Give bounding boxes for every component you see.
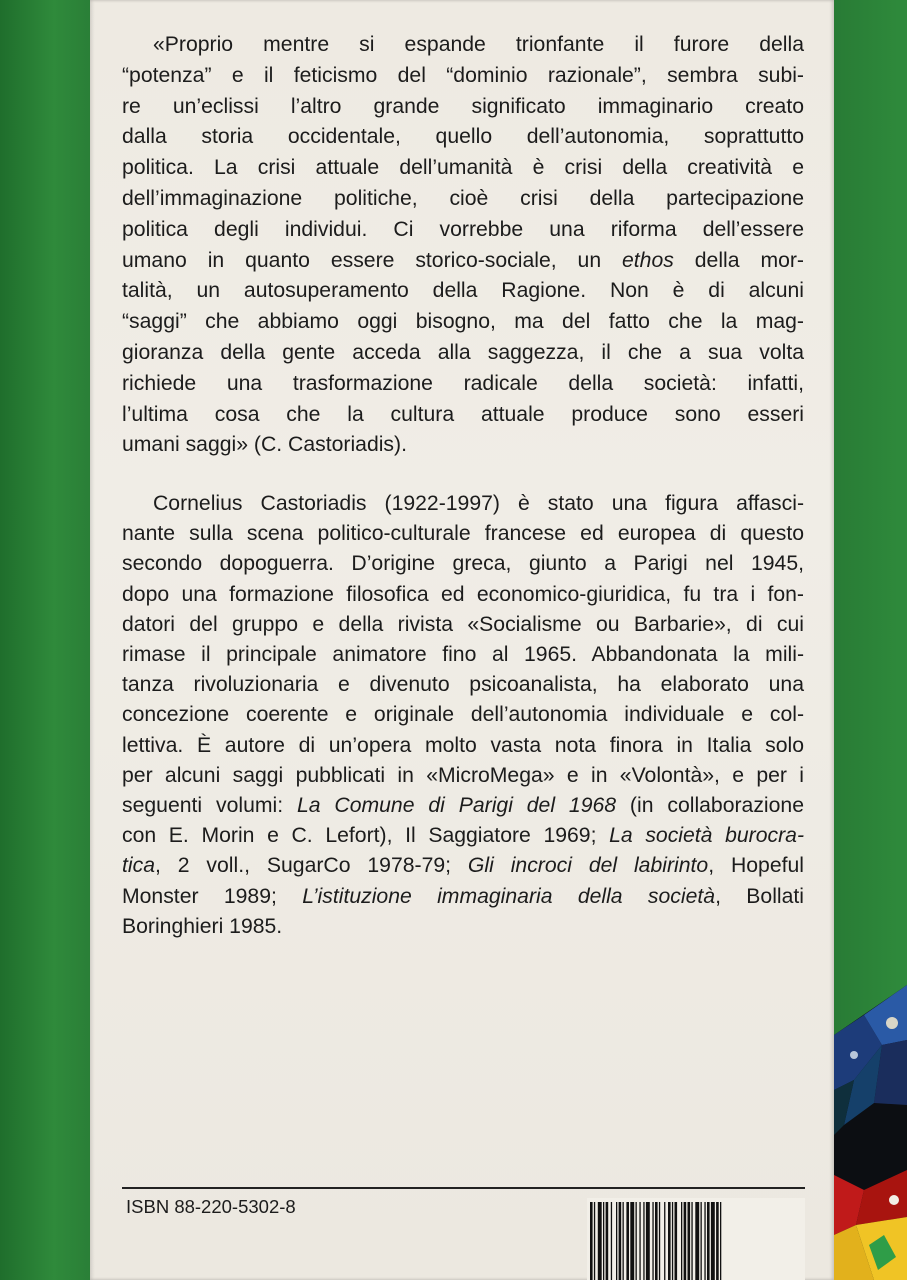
bio-line: nante sulla scena politico-culturale francese ed europea di questo: [122, 522, 804, 546]
barcode-bar: [643, 1202, 644, 1280]
barcode-bar: [668, 1202, 671, 1280]
quote-line: “potenza” e il feticismo del “dominio razionale”, sembra subi-: [122, 63, 804, 87]
barcode-bar: [606, 1202, 609, 1280]
quote-line: “saggi” che abbiamo oggi bisogno, ma del fatto che la mag-: [122, 310, 804, 334]
bio-line: secondo dopoguerra. D’origine greca, giunto a Parigi nel 1945,: [122, 552, 804, 576]
barcode-bar: [704, 1202, 705, 1280]
bio-line: tanza rivoluzionaria e divenuto psicoanalista, ha elaborato una: [122, 673, 804, 697]
isbn-divider: [122, 1187, 805, 1189]
quote-line: politica degli individui. Ci vorrebbe una riforma dell’essere: [122, 217, 804, 241]
barcode-bar: [611, 1202, 612, 1280]
barcode-bar: [616, 1202, 617, 1280]
barcode-bar: [590, 1202, 593, 1280]
barcode-bar: [675, 1202, 678, 1280]
barcode-bar: [701, 1202, 702, 1280]
bio-line: Boringhieri 1985.: [122, 914, 283, 938]
quote-block: [122, 30, 804, 461]
barcode-bar: [716, 1202, 719, 1280]
bio-line: per alcuni saggi pubblicati in «MicroMega» e in «Volontà», e per i: [122, 763, 804, 787]
author-bio-block: [122, 489, 804, 942]
barcode-bar: [695, 1202, 699, 1280]
barcode-bar: [672, 1202, 673, 1280]
barcode-bar: [711, 1202, 715, 1280]
barcode-bar: [691, 1202, 692, 1280]
barcode-bar: [636, 1202, 637, 1280]
bio-line: con E. Morin e C. Lefort), Il Saggiatore 1969; La società burocra-: [122, 824, 804, 848]
barcode-bar: [623, 1202, 624, 1280]
barcode-bar: [630, 1202, 634, 1280]
barcode-graphic: [587, 1198, 805, 1280]
cover-artwork-fragment: [834, 985, 907, 1280]
bio-line: rimase il principale animatore fino al 1965. Abbandonata la mili-: [122, 643, 804, 667]
barcode-bar: [720, 1202, 721, 1280]
barcode-bar: [646, 1202, 650, 1280]
barcode-bar: [598, 1202, 602, 1280]
barcode-bars: [587, 1198, 805, 1280]
barcode-bar: [681, 1202, 682, 1280]
barcode-bar: [688, 1202, 691, 1280]
bio-line: concezione coerente e originale dell’autonomia individuale e col-: [122, 703, 804, 727]
barcode-bar: [619, 1202, 622, 1280]
barcode-bar: [659, 1202, 660, 1280]
green-cover-edge-left: [0, 0, 90, 1280]
bio-line: Cornelius Castoriadis (1922-1997) è stato una figura affasci-: [153, 492, 804, 515]
quote-line: umano in quanto essere storico-sociale, un ethos della mor-: [122, 248, 804, 272]
quote-line: politica. La crisi attuale dell’umanità è crisi della creatività e: [122, 156, 804, 180]
quote-line: re un’eclissi l’altro grande significato immaginario creato: [122, 94, 804, 118]
barcode-bar: [652, 1202, 653, 1280]
bio-line: dopo una formazione filosofica ed economico-giuridica, fu tra i fon-: [122, 582, 804, 606]
bio-line: tica, 2 voll., SugarCo 1978-79; Gli incroci del labirinto, Hopeful: [122, 854, 804, 878]
quote-line: gioranza della gente acceda alla saggezza, il che a sua volta: [122, 340, 804, 364]
quote-line: talità, un autosuperamento della Ragione. Non è di alcuni: [122, 279, 804, 303]
quote-line: l’ultima cosa che la cultura attuale produce sono esseri: [122, 402, 804, 426]
barcode-bar: [707, 1202, 710, 1280]
barcode-bar: [626, 1202, 629, 1280]
barcode-bar: [684, 1202, 687, 1280]
bio-line: lettiva. È autore di un’opera molto vasta nota finora in Italia solo: [122, 733, 804, 757]
barcode-bar: [664, 1202, 665, 1280]
quote-line: umani saggi» (C. Castoriadis).: [122, 433, 407, 457]
barcode-bar: [639, 1202, 640, 1280]
bio-line: seguenti volumi: La Comune di Parigi del 1968 (in collaborazione: [122, 794, 804, 818]
barcode-bar: [655, 1202, 658, 1280]
barcode-bar: [603, 1202, 604, 1280]
quote-line: richiede una trasformazione radicale della società: infatti,: [122, 371, 804, 395]
quote-line: dell’immaginazione politiche, cioè crisi della partecipazione: [122, 186, 804, 210]
bio-line: datori del gruppo e della rivista «Socialisme ou Barbarie», di cui: [122, 612, 804, 636]
quote-line: dalla storia occidentale, quello dell’autonomia, soprattutto: [122, 125, 804, 149]
bio-line: Monster 1989; L’istituzione immaginaria della società, Bollati: [122, 884, 804, 908]
quote-line: «Proprio mentre si espande trionfante il furore della: [153, 33, 804, 56]
isbn-number: ISBN 88-220-5302-8: [126, 1196, 296, 1217]
barcode-bar: [594, 1202, 595, 1280]
